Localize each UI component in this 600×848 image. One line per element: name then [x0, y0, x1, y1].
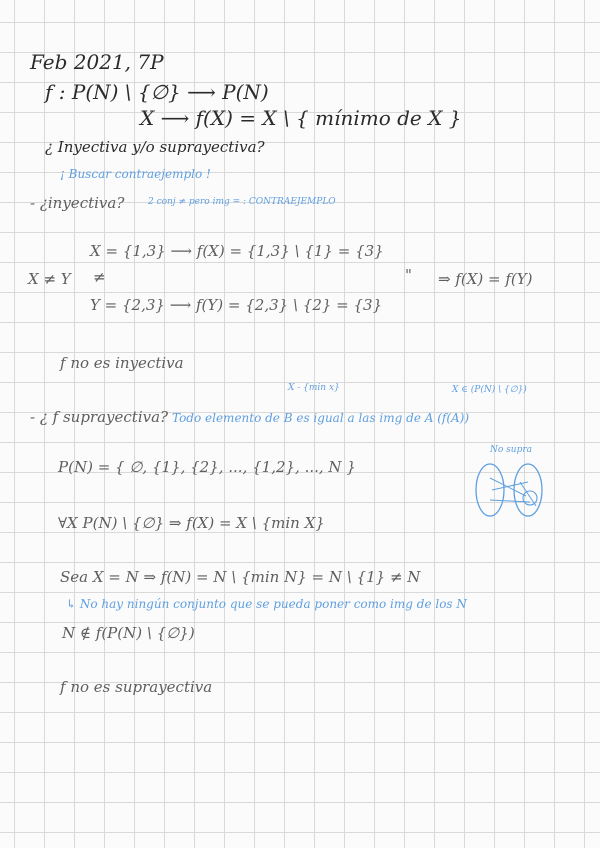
date-header: Feb 2021, 7P — [30, 50, 164, 74]
surjective-conclusion: f no es suprayectiva — [60, 678, 213, 696]
n-not-in-image: N ∉ f(P(N) \ {∅}) — [62, 624, 195, 642]
injective-conclusion: f no es inyectiva — [60, 354, 184, 372]
note-x-minus-min: X - {min x} — [288, 383, 340, 393]
implies-equal-images: ⇒ f(X) = f(Y) — [438, 270, 533, 288]
venn-label: No supra — [490, 445, 532, 455]
surjective-heading-note: Todo elemento de B es igual a las img de A (f(A)) — [172, 411, 470, 425]
forall-statement: ∀X P(N) \ {∅} ⇒ f(X) = X \ {min X} — [58, 514, 325, 532]
sea-x-equals-n: Sea X = N ⇒ f(N) = N \ {min N} = N \ {1} ≠ N — [60, 568, 421, 586]
venn-diagram-sketch — [470, 440, 550, 520]
row-x: X = {1,3} ⟶ f(X) = {1,3} \ {1} = {3} — [90, 242, 384, 260]
not-equal-mark: ≠ — [93, 268, 106, 286]
row-y: Y = {2,3} ⟶ f(Y) = {2,3} \ {2} = {3} — [90, 296, 383, 314]
injective-heading-note: 2 conj ≠ pero img = : CONTRAEJEMPLO — [148, 197, 336, 207]
x-neq-y: X ≠ Y — [28, 270, 71, 288]
function-definition: f : P(N) \ {∅} ⟶ P(N) — [45, 80, 269, 104]
surjective-heading: - ¿ f suprayectiva? — [30, 408, 169, 426]
sea-note: ↳ No hay ningún conjunto que se pueda poner como img de los N — [66, 597, 467, 611]
powerset-listing: P(N) = { ∅, {1}, {2}, ..., {1,2}, ..., N } — [58, 458, 356, 476]
ditto-mark: " — [405, 266, 412, 284]
question: ¿ Inyectiva y/o suprayectiva? — [45, 138, 265, 156]
function-mapping: X ⟶ f(X) = X \ { mínimo de X } — [140, 106, 462, 130]
note-x-in-domain: X ∈ (P(N) \ {∅}) — [452, 385, 527, 395]
hint: ¡ Buscar contraejemplo ! — [60, 167, 211, 181]
injective-heading: - ¿inyectiva? — [30, 194, 125, 212]
